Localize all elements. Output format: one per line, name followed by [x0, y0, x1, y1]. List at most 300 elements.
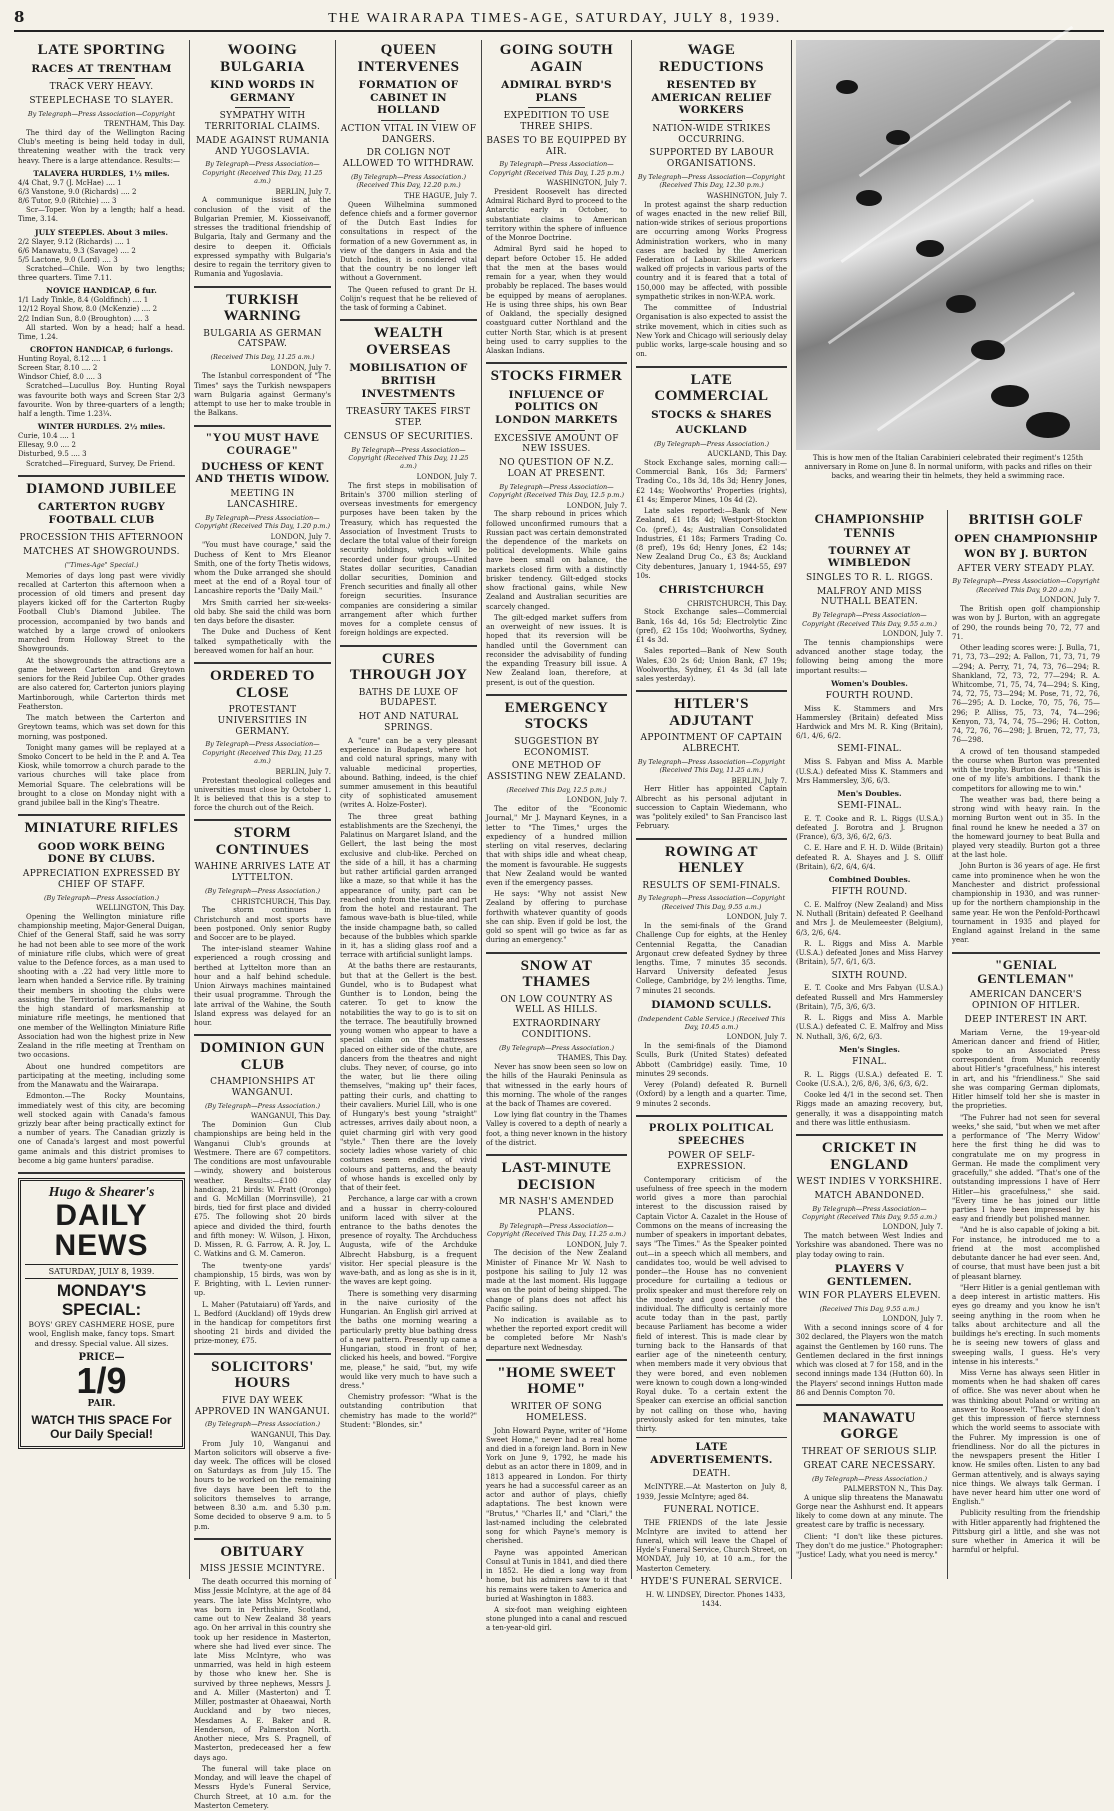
article-queen-intervenes: [340, 42, 477, 321]
subhead: CENSUS OF SECURITIES.: [343, 431, 474, 442]
dateline: LONDON, July 7.: [726, 1033, 787, 1042]
subhead: ON LOW COUNTRY AS WELL AS HILLS.: [500, 994, 613, 1016]
article-late-sporting: [18, 42, 185, 477]
subhead: AUCKLAND: [675, 424, 748, 437]
paragraph: Client: "I don't like these pictures. They don't do me justice." Photographer: "Justice! Lady, what you need is mercy.": [796, 1532, 943, 1560]
ad-price-label: PRICE—: [78, 1351, 125, 1363]
subhead: ADMIRAL BYRD'S PLANS: [501, 79, 612, 104]
result-line: Hunting Royal, 8.12 .... 1: [18, 355, 108, 364]
paragraph: The three great bathing establishments are the Szechenyi, the Palatinus on Margaret Island, and the Gellert, the last being the most exclusive and club-like. Perched on the side of a hill, it has a charming but rather artificial garden arranged like a maze, so that while it has the appearance of unity, part can be reached only from the inside and part from the hotel and restaurant. The famous wave-bath is blue-tiled, while the inside champagne bath, so called because of the bubbles which sparkle in it, has a sliding glass roof and a terrace with artificial sunlight lamps.: [340, 812, 477, 960]
paragraph: A unique slip threatens the Manawatu Gorge near the Ashhurst end. It appears likely to come down at any minute. The greatest care by traffic is necessary.: [796, 1493, 943, 1530]
subhead: WEST INDIES V YORKSHIRE.: [796, 1177, 943, 1188]
paragraph: In the semi-finals of the Diamond Sculls, Burk (United States) defeated Abbott (Cambridge) easily. Time, 10 minutes 29 seconds.: [636, 1042, 787, 1078]
article-genial-gentleman: [952, 958, 1100, 1556]
headline: MINIATURE RIFLES: [24, 820, 179, 837]
funeral-notice: THE FRIENDS of the late Jessie McIntyre are invited to attend her funeral, which will leave the Chapel of Hyde's Funeral Service, Church Street, on MONDAY, July 10, at 10 a.m., for the Masterton Cemetery.: [636, 1518, 788, 1573]
paragraph: The gilt-edged market suffers from an overweight of new issues. It is hoped that its reversion will be handled until the Government can reconsider the advisability of funding the expanding Treasury bill issue. A New Zealand loan, therefore, at present, is out of the question.: [486, 613, 627, 687]
byline: By Telegraph—Press Association—Copyright (Received This Day, 9.20 a.m.): [952, 577, 1100, 594]
subhead: BASES TO BE EQUIPPED BY AIR.: [486, 135, 627, 157]
paragraph: Publicity resulting from the friendship with Hitler apparently had frightened the Pittsburg girl a little, and she was not sure whether in America it will be harmful or helpful.: [952, 1509, 1100, 1555]
result: C. E. Hare and F. H. D. Wilde (Britain) defeated R. A. Shayes and J. S. Olliff (Britain), 6/2, 6/4, 6/4.: [796, 844, 943, 871]
paragraph: From July 10, Wanganui and Marton solicitors will observe a five-day week. The offices will be closed on Saturdays as from July 15. The hours to be worked on the remaining five days have been left to the solicitors themselves to arrange, between 8.30 a.m. and 5.30 p.m. Some decided to observe 9 a.m. to 5 p.m.: [194, 1439, 331, 1531]
paragraph: The match between the Carterton and Greytown teams, which was set down for this morning, was postponed.: [18, 714, 185, 741]
paragraph: Mrs Smith carried her six-weeks-old baby. She said the child was born ten days before the disaster.: [194, 598, 331, 626]
round-title: SEMI-FINAL.: [837, 744, 902, 755]
headline: STORM CONTINUES: [215, 825, 310, 858]
article-obituary: [194, 1544, 331, 1811]
byline: (Received This Day, 9.55 a.m.): [819, 1304, 920, 1313]
result-line: 5/5 Lactone, 9.0 (Lord) .... 3: [18, 255, 118, 264]
subhead: INFLUENCE OF POLITICS ON LONDON MARKETS: [495, 388, 618, 426]
subhead: RESULTS OF SEMI-FINALS.: [642, 880, 781, 891]
dateline: THAMES, This Day.: [557, 1054, 627, 1063]
byline: (By Telegraph—Press Association.): [205, 1101, 320, 1110]
subhead: MR NASH'S AMENDED PLANS.: [498, 1197, 614, 1218]
dateline: WASHINGTON, July 7.: [546, 179, 627, 188]
ad-pair: PAIR.: [87, 1398, 116, 1409]
headline: "YOU MUST HAVE COURAGE": [205, 429, 320, 457]
subhead: FORMATION OF CABINET IN HOLLAND: [358, 79, 459, 117]
subhead: SUPPORTED BY LABOUR ORGANISATIONS.: [649, 148, 774, 170]
paragraph: The funeral will take place on Monday, and will leave the chapel of Messrs Hyde's Funeral Service, Church Street, at 10 a.m. for the Masterton Cemetery.: [194, 1764, 331, 1810]
result-line: 6/3 Vanstone, 9.0 (Richards) .... 2: [18, 187, 137, 196]
dateline: WANGANUI, This Day.: [250, 1112, 331, 1121]
paragraph: The Dominion Gun Club championships are being held in the Wanganui Club's grounds at Westmere. There are 67 competitors. The conditions are most unfavourable—windy, showery and boisterous weather. Results:—£100 clay handicap, 21 birds: W. Pratt (Orongo) and G. McMillan (Morrinsville), 21 birds, tied for first place and divided £75. The following shot 20 birds apiece and divided the third, fourth and fifth money: W. Wilson, J. Hixon, D. Missen, R. G. Farrow, A. R. Joy, L. C. Watkins and G. M. Cameron.: [194, 1121, 331, 1259]
paragraph: The decision of the New Zealand Minister of Finance Mr W. Nash to postpone his sailing to July 12 was made at the last moment. His luggage was on the point of being shipped. The change of plans does not affect his Pacific sailing.: [486, 1249, 627, 1313]
race-title: TALAVERA HURDLES, 1½ miles.: [33, 168, 170, 178]
headline: CHAMPIONSHIP TENNIS: [814, 511, 925, 541]
headline: "HOME SWEET HOME": [497, 1364, 616, 1398]
article-wealth-overseas: [340, 325, 477, 646]
subhead: POWER OF SELF-EXPRESSION.: [667, 1151, 756, 1172]
headline: LAST-MINUTE DECISION: [501, 1160, 612, 1193]
subhead: GOOD WORK BEING DONE BY CLUBS.: [37, 840, 166, 866]
byline: By Telegraph—Press Association—Copyright (Received This Day, 12.30 p.m.): [637, 172, 786, 190]
paragraph: "And he is also capable of joking a bit. For instance, he introduced me to a friend at the most accomplished debutante dancer he had ever seen. And, of course, that must have been just a bit of pleasant blarney.: [952, 1226, 1100, 1281]
paragraph: All started. Won by a head; half a head. Time, 1.24.: [18, 323, 185, 341]
section-title: Women's Doubles.: [831, 678, 908, 688]
headline: LATE COMMERCIAL: [654, 371, 769, 405]
result-line: Ellesay, 9.0 .... 2: [18, 441, 76, 450]
article-cures-through-joy: [340, 651, 477, 1431]
dateline: BERLIN, July 7.: [275, 767, 331, 776]
result: Miss K. Stammers and Mrs Hammersley (Britain) defeated Miss Hardwick and Mrs M. R. King (Britain), 6/1, 4/6, 6/2.: [796, 704, 943, 741]
headline: STOCKS FIRMER: [490, 368, 623, 385]
paragraph: Low lying flat country in the Thames Valley is covered to a depth of nearly a foot, a thing never known in the history of the district.: [486, 1111, 627, 1147]
byline: (By Telegraph—Press Association.): [654, 439, 769, 448]
subhead: CHRISTCHURCH: [658, 584, 765, 596]
subhead: DIAMOND SCULLS.: [651, 998, 772, 1011]
paragraph: The sharp rebound in prices which followed unconfirmed rumours that a Russian pact was certain demonstrated the dependence of the markets on political developments. While gains have been small on balance, the markets closed firm with a distinctly brisker tendency. Gilt-edged stocks show fractional gains, while New Zealand and Australian securities are scarcely changed.: [486, 510, 627, 611]
paragraph: Protestant theological colleges and universities must close by October 1. It is believed that this is a step to force the church out of the Reich.: [194, 776, 331, 813]
dateline: LONDON, July 7.: [270, 363, 331, 372]
column-2: [190, 40, 336, 1810]
paragraph: The committee of Industrial Organisation is also expected to assist the strike movement, which in cities such as New York and Chicago will seriously delay public works, large-scale housing and so on.: [636, 304, 788, 359]
paragraph: Scratched—Fireguard, Survey, De Friend.: [26, 459, 176, 468]
paragraph: Herr Hitler has appointed Captain Albrecht as his personal adjutant in succession to Captain Wiedemann, who was "politely exiled" to San Francisco last February.: [636, 785, 787, 831]
result: C. E. Malfroy (New Zealand) and Miss N. Nuthall (Britain) defeated P. Geelhand and Mrs J. de Meulemeester (Belgium), 6/3, 2/6, 6/4.: [796, 900, 943, 937]
column-3: [336, 40, 482, 1579]
headline: QUEEN INTERVENES: [357, 42, 460, 75]
article-british-golf: [952, 512, 1100, 954]
page-number: 8: [14, 8, 26, 26]
byline: By Telegraph—Press Association—Copyright (Received This Day, 1.20 p.m.): [194, 513, 331, 531]
subhead: DUCHESS OF KENT AND THETIS WIDOW.: [195, 460, 330, 486]
subhead: PROTESTANT UNIVERSITIES IN GERMANY.: [217, 705, 308, 737]
headline: OBITUARY: [220, 1543, 305, 1560]
paragraph: At the baths there are restaurants, but that at the Gellert is the best. Gundel, who is to Budapest what Gunther is to London, being the caterer. To get to know the notabilities the way to go is to sit on the terrace. The beautifully browned young women who appear to have a special claim on the mattresses placed on either side of the chute, are dancers from the theatres and night clubs. They never, of course, go into the water, but lie there oiling themselves, "making up" their faces, patting their curls, and chatting to their cavaliers. Muriel Lill, who is one of Hungary's best young "straight" actresses, arrives daily about noon, a quiet charming girl with very good "style." Then there are the lovely society ladies whose variety of chic costumes seem endless, of vivid colours and patterns, and the beauty of whose hands is excelled only by that of their feet.: [340, 962, 477, 1193]
paragraph: Late sales reported:—Bank of New Zealand, £1 18s 4d; Westport-Stockton Co. (pref.), 4s; Australian Consolidated Industries, £1 18s; Farmers Trading Co. (8 pref), 19s 6d; Henry Jones, £2 14s; New Zealand Drug Co., £3 8s; Auckland City debentures, January 1, 1944-55, £97 10s.: [636, 507, 787, 580]
subhead: MOBILISATION OF BRITISH INVESTMENTS: [349, 362, 468, 400]
paragraph: The twenty-one yards' championship, 15 birds, was won by F. Brighting, with L. Levien runner-up.: [194, 1261, 331, 1298]
dateline: LONDON, July 7.: [566, 501, 627, 510]
paragraph: The storm continues in Christchurch and most sports have been postponed. Only senior Rugby and Soccer are to be played.: [194, 906, 331, 942]
subhead: CHAMPIONSHIPS AT WANGANUI.: [210, 1077, 315, 1099]
result: R. L. Riggs and Miss A. Marble (U.S.A.) defeated C. E. Malfroy and Miss N. Nuthall, 3/6, 6/2, 6/3.: [796, 1014, 943, 1041]
race-title: JULY STEEPLES. About 3 miles.: [35, 227, 168, 237]
article-home-sweet-home: [486, 1365, 627, 1634]
subhead: NO QUESTION OF N.Z. LOAN AT PRESENT.: [499, 458, 614, 479]
article-snow-at-thames: [486, 958, 627, 1156]
result: E. T. Cooke and Mrs Fabyan (U.S.A.) defeated Russell and Mrs Hammersley (Britain), 7/5, 3/6, 6/3.: [796, 984, 943, 1011]
round-title: FIFTH ROUND.: [831, 887, 908, 898]
dateline: WANGANUI, This Day.: [250, 1430, 331, 1439]
late-ads-heading: LATE ADVERTISEMENTS.: [636, 1437, 787, 1466]
subhead: RESENTED BY AMERICAN RELIEF WORKERS: [651, 79, 772, 117]
paragraph: Never has snow been seen so low on the hills of the Hauraki Peninsula as that witnessed in the early hours of this morning. The whole of the ranges at the back of Thames are covered.: [486, 1063, 627, 1108]
byline: (Received This Day, 11.25 a.m.): [210, 353, 315, 362]
subhead: APPRECIATION EXPRESSED BY CHIEF OF STAFF.: [22, 869, 181, 890]
byline: By Telegraph—Press Association—Copyright (Received This Day, 11.25 a.m.): [202, 740, 323, 766]
paragraph: The death occurred this morning of Miss Jessie McIntyre, at the age of 84 years. The late Miss McIntyre, who was born in Perthshire, Scotland, came out to New Zealand 38 years ago. On her arrival in this country she took up her residence in Masterton, where she had lived ever since. The late Miss McIntyre, who was unmarried, was held in high esteem by those who knew her. She is survived by three nephews, Messrs J. and A. Miller (Masterton) and T. Miller, postmaster at Ohaeawai, North Auckland and by two nieces, Mesdames A. E. Baker and R. Henderson, of Palmerston North. Another niece, Mrs S. Pragnell, of Masterton, predeceased her a few days ago.: [194, 1578, 331, 1762]
paragraph: Tonight many games will be replayed at a Smoko Concert to be held in the P. and A. Tea Kiosk, while tomorrow a church parade to the various churches will take place from Memorial Square. The celebrations will be brought to a close on Monday night with a grand jubilee ball in the King's Theatre.: [18, 743, 185, 808]
paragraph: Miss Verne has always seen Hitler in moments when he had shaken off cares of office. She was never about when he was thinking about Poland or writing an answer to Roosevelt. "That's why I don't get this impression of fierce sternness which the world seems to associate with the Fuhrer. My impression is one of friendliness. Nor do all the pictures in the newspapers present the Hitler I know. He smiles often. Listen to any bad German attentively, and is always saying nice things. We always talk German. I have never heard him utter one word of English.": [952, 1368, 1100, 1507]
funeral-director: H. W. LINDSEY, Director. Phones 1433, 1434.: [645, 1590, 786, 1608]
column-7: [948, 510, 1104, 1579]
column-5: [632, 40, 792, 1608]
result-line: 2/2 Slayer, 9.12 (Richards) .... 1: [18, 237, 131, 246]
ad-date: SATURDAY, JULY 8, 1939.: [25, 1264, 178, 1279]
funeral-service: HYDE'S FUNERAL SERVICE.: [640, 1576, 783, 1587]
paragraph: A six-foot man weighing eighteen stone plunged into a canal and rescued a ten-year-old girl.: [486, 1605, 627, 1633]
paragraph: Scratched—Lucullus Boy. Hunting Royal was favourite both ways and Screen Star 2/3 favourite. Won by three-quarters of a length; half a length. Time 1.23¼.: [18, 382, 185, 419]
result-line: 2/2 Indian Sun, 8.0 (Broughton) .... 3: [18, 314, 150, 323]
paragraph: Contemporary criticism of the usefulness of free speech in the modern world gives a more than parochial interest to the discussion raised by Captain Victor A. Cazalet in the House of Commons on the means of increasing the number of speakers in important debates, says "The Times." As the Speaker pointed out—in a speech which all members, and candidates too, would be well advised to ponder—the House has no convenient procedure for curtailing a tedious or prolix speaker and must therefore rely on the modesty and good sense of the individual. The difficulty is certainly more acute today than in the past, partly because Parliament has become a wider field of interest. This is made clear by turning back to the Hansards of that earlier age of the nineteenth century, when members made it very obvious that they were bored, and even noblemen were known to cough down a long-winded Royal duke. To a certain extent the Speaker can exercise an official sanction by not calling on those who, having previously asked for ten minutes, take thirty.: [636, 1175, 787, 1434]
dateline: LONDON, July 7.: [566, 796, 627, 805]
subhead: SUGGESTION BY ECONOMIST.: [514, 736, 599, 758]
dateline: TRENTHAM, This Day.: [104, 120, 185, 129]
paragraph: Scratched—Chile. Won by two lengths; three quarters. Time 7.11.: [18, 264, 185, 283]
headline: SNOW AT THAMES: [520, 957, 593, 991]
round-title: FINAL.: [852, 1056, 887, 1067]
article-gun-club: [194, 1040, 331, 1354]
subhead: PLAYERS V GENTLEMEN.: [827, 1262, 912, 1288]
result-line: Curie, 10.4 .... 1: [18, 432, 76, 441]
paragraph: The first steps in mobilisation of Britain's 3700 million sterling of overseas investments for emergency purposes have been taken by the Treasury, which has requested the Association of Investment Trusts to declare the total value of their foreign security holdings, which will be recorded under four groups—United States dollar securities, Canadian dollar securities, Dominion and French securities and finally all other foreign securities. Insurance companies are considering a similar arrangement after which further moves for a complete census of foreign holdings are expected.: [340, 481, 477, 638]
headline: WOOING BULGARIA: [220, 42, 305, 75]
paragraph: Payne was appointed American Consul at Tunis in 1841, and died there in 1852. He died a long way from home, but his admirers saw to it that his remains were taken to America and buried at Washington in 1883.: [486, 1548, 627, 1603]
article-stocks-firmer: [486, 368, 627, 696]
dateline: LONDON, July 7.: [882, 1315, 943, 1324]
subhead: DEEP INTEREST IN ART.: [964, 1014, 1088, 1025]
result-line: Screen Star, 8.10 .... 2: [18, 364, 98, 373]
subhead: SINGLES TO R. L. RIGGS.: [805, 572, 934, 583]
paragraph: Stock Exchange sales, morning call:—Commercial Bank, 16s 3d; Farmers' Trading Co., 18s 3d, 18s 3d; Henry Jones, £2 14s; Woolworths' Properties (rights), £1 4s; Emperor Mines, 10s 4d (2).: [636, 458, 787, 504]
race-title: CROFTON HANDICAP, 6 furlongs.: [30, 345, 173, 355]
headline: BRITISH GOLF: [968, 512, 1084, 528]
byline: (By Telegraph—Press Association.): [205, 1420, 320, 1429]
article-last-minute-decision: [486, 1160, 627, 1361]
result-line: 4/4 Chat, 9.7 (J. McHae) .... 1: [18, 178, 122, 187]
article-courage: [194, 431, 331, 665]
paragraph: About one hundred competitors are participating at the meeting, including some from the Manawatu and the Wairarapa.: [18, 1062, 185, 1090]
subhead: MISS JESSIE MCINTYRE.: [199, 1564, 326, 1575]
byline: (Independent Cable Service.) (Received This Day, 10.45 a.m.): [637, 1014, 786, 1031]
subhead: CARTERTON RUGBY FOOTBALL CLUB: [37, 501, 166, 526]
byline: (Received This Day, 12.5 p.m.): [506, 785, 607, 794]
byline: (By Telegraph—Press Association.): [499, 1043, 614, 1052]
article-championship-tennis: [796, 512, 943, 1136]
dateline: WASHINGTON, July 7.: [706, 191, 787, 200]
article-wooing-bulgaria: [194, 42, 331, 288]
subhead: BATHS DE LUXE OF BUDAPEST.: [358, 687, 459, 709]
result-line: 1/1 Lady Tinkle, 8.4 (Goldfinch) .... 1: [18, 296, 149, 305]
paragraph: In protest against the sharp reduction of wages enacted in the new relief Bill, nation-wide strikes of serious proportions are occurring among Works Progress Administration workers, who in many cases are backed by the American Federation of Labour. Skilled workers walked off projects in various parts of the country and it is feared that a total of 150,000 may be affected, with possible sympathetic strikes in non-W.P.A. work.: [636, 200, 787, 301]
ad-price: 1/9: [76, 1359, 127, 1401]
paragraph: Admiral Byrd said he hoped to depart before October 15. He added that the men at the bases would remain for a year, when they would probably be replaced. The bases would be equipped by means of aeroplanes. He is using three ships, his own Bear of Oakland, the specially designed coastguard cutter Northland and the cutter North Star, which is at present being used to carry supplies to the Alaskan Indians.: [486, 245, 627, 355]
subhead: TRACK VERY HEAVY.: [49, 82, 154, 93]
subhead: THREAT OF SERIOUS SLIP.: [801, 1446, 938, 1457]
section-title: Men's Doubles.: [837, 788, 902, 798]
ad-text: BOYS' GREY CASHMERE HOSE, pure wool, English make, fancy tops. Smart and dressy. Special value. All sizes.: [28, 1319, 175, 1349]
paragraph: "You must have courage," said the Duchess of Kent to Mrs Eleanor Smith, one of the forty Thetis widows, whom the Duke arranged she should meet at the end of a Royal tour of Lancashire reports the "Daily Mail.": [194, 541, 331, 596]
columns: [14, 40, 1104, 1810]
byline: By Telegraph—Press Association—Copyright (Received This Day, 1.25 p.m.): [488, 160, 625, 177]
paragraph: Memories of days long past were vividly recalled at Carterton this afternoon when a procession of old timers and present day players kicked off for the Carterton Rugby Football Club's Diamond Jubilee. The procession, accompanied by two bands and watched by a large crowd of onlookers marched from Holloway Street to the Showgrounds.: [18, 571, 185, 654]
byline: By Telegraph—Press Association—Copyright (Received This Day, 11.25 a.m.): [348, 445, 469, 471]
byline: By Telegraph—Press Association—Copyright (Received This Day, 11.25 a.m.): [487, 1221, 626, 1239]
subhead: FIVE DAY WEEK APPROVED IN WANGANUI.: [194, 1395, 331, 1417]
paragraph: The Duke and Duchess of Kent talked sympathetically with the bereaved women for half an hour.: [194, 628, 331, 655]
headline: CURES THROUGH JOY: [349, 650, 468, 684]
ad-brand: Hugo & Shearer's: [48, 1185, 155, 1201]
dateline: BERLIN, July 7.: [275, 187, 331, 196]
masthead: [14, 8, 1104, 32]
headline: CRICKET IN ENGLAND: [821, 1140, 918, 1173]
photo-caption: This is how men of the Italian Carabinieri celebrated their regiment's 125th anniversary in Rome on June 8. In normal uniform, with packs and rifles on their backs, and wearing their tin helmets, they held a swimming race.: [804, 454, 1092, 481]
paragraph: Scr—Toper. Won by a length; half a head. Time, 3.14.: [18, 206, 185, 224]
dateline: LONDON, July 7.: [726, 913, 787, 922]
paragraph: Verey (Poland) defeated R. Burnell (Oxford) by a length and a quarter. Time, 9 minutes 2 seconds.: [636, 1081, 787, 1108]
paragraph: The inter-island steamer Wahine experienced a rough crossing and berthed at Lyttelton more than an hour and a half behind schedule. Union Airways machines maintained their usual programme. Through the late arrival of the Wahine, the South Island express was delayed for an hour.: [194, 945, 331, 1028]
subhead: DR COLIGN NOT ALLOWED TO WITHDRAW.: [342, 148, 475, 170]
subhead: ONE METHOD OF ASSISTING NEW ZEALAND.: [487, 761, 626, 783]
subhead: EXPEDITION TO USE THREE SHIPS.: [503, 111, 610, 132]
paragraph: The Queen refused to grant Dr H. Colijn's request that he be relieved of the task of forming a Cabinet.: [340, 285, 477, 313]
paragraph: Stock Exchange sales—Commercial Bank, 16s 4d, 16s 5d; Electrolytic Zinc (pref), £2 15s 10d; Woolworths, Sydney, £1 4s 3d.: [636, 608, 787, 645]
article-going-south: [486, 42, 627, 364]
masthead-title: THE WAIRARAPA TIMES-AGE, SATURDAY, JULY 8, 1939.: [328, 11, 782, 26]
subhead: EXCESSIVE AMOUNT OF NEW ISSUES.: [494, 433, 619, 455]
ad-title: DAILY NEWS: [54, 1199, 149, 1263]
article-hitlers-adjutant: [636, 696, 787, 839]
headline: GOING SOUTH AGAIN: [499, 42, 614, 75]
headline: "GENIAL GENTLEMAN": [977, 956, 1075, 986]
byline: By Telegraph—Press Association—Copyright: [27, 109, 176, 118]
subhead: MATCHES AT SHOWGROUNDS.: [23, 547, 180, 558]
headline: ROWING AT HENLEY: [665, 843, 758, 877]
headline: WAGE REDUCTIONS: [658, 42, 765, 75]
article-ordered-to-close: [194, 668, 331, 821]
subhead: TOURNEY AT WIMBLEDON: [827, 544, 912, 570]
byline: By Telegraph—Press Association—Copyright (Received This Day, 9.55 a.m.): [637, 894, 786, 911]
paragraph: Edmonton.—The Rocky Mountains, immediately west of this city, are becoming well stocked again with Canada's famous grizzly bear after being practically extinct for a number of years. The Canadian grizzly is one of Canada's largest and most powerful game animals and this district promises to become a big game hunters' paradise.: [18, 1092, 185, 1165]
byline: (By Telegraph—Press Association.): [205, 887, 320, 896]
subhead: NATION-WIDE STRIKES OCCURRING.: [652, 123, 771, 145]
dateline: LONDON, July 7.: [270, 532, 331, 541]
advertisement-daily-news: [18, 1178, 185, 1448]
subhead: MALFROY AND MISS NUTHALL BEATEN.: [816, 586, 923, 608]
paragraph: Other leading scores were: J. Bulla, 71, 71, 73, 73—292; A. Fallon, 71, 73, 71, 79—294; A. Perry, 71, 74, 73, 76—294; R. Shankland, 72, 73, 72, 77—294; R. A. Whitcombe, 71, 75, 74, 74—294; S. King, 74, 72, 75, 73—294; M. Pose, 71, 72, 76, 76—295; A. D. Locke, 70, 75, 76, 75—296; P. Alliss, 75, 73, 74, 74—296; Kenyon, 73, 74, 74, 75—296; H. Cotton, 74, 72, 76, 76—298; J. Bruen, 72, 77, 73, 76—298.: [952, 644, 1100, 745]
subhead: TREASURY TAKES FIRST STEP.: [346, 407, 471, 428]
paragraph: Perchance, a large car with a crown and a hussar in cherry-coloured uniform laced with silver at the entrance to the baths denotes the presence of royalty. The Archduchess Augusta, wife of the Archduke Albrecht Habsburg, is a frequent visitor. Her special pleasure is the wave-bath, and as long as she is in it, the waves are kept going.: [340, 1195, 477, 1287]
article-prolix-speeches: [636, 1121, 787, 1609]
subhead: AFTER VERY STEADY PLAY.: [957, 563, 1095, 574]
column-4: [482, 40, 632, 1633]
dateline: LONDON, July 7.: [1039, 596, 1100, 605]
section-title: Men's Singles.: [838, 1044, 901, 1054]
dateline: LONDON, July 7.: [566, 1240, 627, 1249]
byline: By Telegraph—Press Association—Copyright (Received This Day, 11.25 a.m.): [637, 757, 786, 775]
article-miniature-rifles: [18, 820, 185, 1174]
byline: By Telegraph—Press Association—Copyright (Received This Day, 9.55 a.m.): [802, 611, 937, 628]
subhead: STEEPLECHASE TO SLAYER.: [29, 95, 174, 106]
subhead: AMERICAN DANCER'S OPINION OF HITLER.: [969, 990, 1083, 1011]
paragraph: The third day of the Wellington Racing Club's meeting is being held today in dull, threatening weather with the track very heavy. There is a large attendance. Results:—: [18, 128, 185, 165]
headline: PROLIX POLITICAL SPEECHES: [648, 1119, 775, 1147]
article-turkish-warning: [194, 292, 331, 427]
result: R. L. Riggs and Miss A. Marble (U.S.A.) defeated Jones and Miss Harvey (Britain), 5/7, 6/1, 6/3.: [796, 939, 943, 967]
subhead: WIN FOR PLAYERS ELEVEN.: [798, 1291, 941, 1302]
headline: MANAWATU GORGE: [823, 1409, 916, 1443]
paragraph: A communique issued at the conclusion of the visit of the Bulgarian Premier, M. Kiosseivanoff, stresses the traditional friendship of Bulgaria, Italy and Germany and the desire to deepen it. Officials expressed sympathy with Bulgaria's desire to regain the territory given to Rumania and Yugoslavia.: [194, 196, 331, 279]
paragraph: He says: "Why not assist New Zealand by offering to purchase forthwith whatever quantity of goods she can ship. Even if gold be lost, the gold so spent will go twice as far as during an emergency.": [486, 890, 627, 945]
subhead: WRITER OF SONG HOMELESS.: [510, 1401, 603, 1423]
subhead: BULGARIA AS GERMAN CATSPAW.: [203, 328, 322, 350]
paragraph: L. Maher (Patutaiaru) off Yards, and L. Bedford (Auckland) off 19yds drew in the handicap for competitors first shooting 21 birds and divided the prize-money, £75.: [194, 1300, 331, 1346]
subhead: PROCESSION THIS AFTERNOON: [19, 533, 184, 544]
race-title: NOVICE HANDICAP, 6 fur.: [46, 286, 157, 296]
result-line: 12/12 Royal Show, 8.0 (McKenzie) .... 2: [18, 305, 158, 314]
paragraph: The Istanbul correspondent of "The Times" says the Turkish newspapers warn Bulgaria against Germany's attempt to use her to make trouble in the Balkans.: [194, 372, 331, 418]
headline: DIAMOND JUBILEE: [26, 480, 177, 497]
article-cricket-in-england: [796, 1140, 943, 1406]
paragraph: There is something very disarming in the naive curiosity of the Hungarian. An English girl arrived at the baths one morning wearing a particularly pretty blue bathing dress of a new pattern. Presently up came a Hungarian, stood in front of her, clicked his heels, and bowed. "Forgive me, please," he said, "but, my wife would like very much to have such a dress.": [340, 1289, 477, 1390]
paragraph: "Herr Hitler is a genial gentleman with a deep interest in artistic matters. His eyes go dreamy and you know he isn't seeing anything in the room when he talks about architecture and all the buildings he's erecting. In such moments he is seeing new towers of glass and sweeping walls, I guess. He's very intense in his interests.": [952, 1283, 1100, 1366]
paragraph: President Roosevelt has directed Admiral Richard Byrd to proceed to the Antarctic early in October, to substantiate claims to American territory within the sphere of influence of the Monroe Doctrine.: [486, 188, 627, 243]
paragraph: John Burton is 36 years of age. He first came into prominence when he won the Manchester and district professional championship in 1930, and was runner-up for the northern championship in the same year. He won the Penfold-Porthcawl tournament in 1935 and played for England against Ireland in the same year.: [952, 862, 1100, 945]
subhead: MEETING IN LANCASHIRE.: [227, 489, 298, 510]
subhead: KIND WORDS IN GERMANY: [210, 79, 315, 104]
byline: (By Telegraph—Press Association.): [812, 1474, 927, 1483]
subhead: HOT AND NATURAL SPRINGS.: [358, 712, 459, 734]
paragraph: Opening the Wellington miniature rifle championship meeting, Major-General Duigan, Chief of the General Staff, said he was sorry he had not been able to see more of the work of miniature rifle clubs, which were of great value to the Defence forces, as a man used to shooting with a .22 had very little more to learn when handed a Service rifle. By training their members in shooting the clubs were assisting the Territorial forces. Referring to the high standard of marksmanship at miniature rifle meetings, he mentioned that one member of the Wellington Miniature Rifle Association had won the highest prize in New Zealand in the rifle meeting at Trentham on two occasions.: [18, 912, 185, 1060]
article-emergency-stocks: [486, 700, 627, 954]
result: E. T. Cooke and R. L. Riggs (U.S.A.) defeated J. Borotra and J. Brugnon (France), 6/3, 3/6, 6/2, 6/3.: [796, 814, 943, 842]
byline: ("Times-Age" Special.): [64, 561, 139, 570]
paragraph: Chemistry professor: "What is the outstanding contribution that chemistry has made to the world?" Student: "Blondes, sir.": [340, 1393, 477, 1429]
paragraph: The match between West Indies and Yorkshire was abandoned. There was no play today owing to rain.: [796, 1232, 943, 1259]
headline: HITLER'S ADJUTANT: [669, 696, 754, 729]
ad-special: MONDAY'S SPECIAL:: [56, 1281, 147, 1319]
column-6: [792, 510, 948, 1579]
paragraph: A "cure" can be a very pleasant experience in Budapest, where hot and cold natural springs, many with valuable medicinal properties, abound. Bathing, indeed, is the chief summer amusement in this beautiful city of sophisticated amusement (writes A. Holze-Foster).: [340, 736, 477, 810]
paragraph: Mariam Verne, the 19-year-old American dancer and friend of Hitler, spoke to an Associated Press correspondent from Munich recently about Hitler's "gracefulness," his interest in art, and his "friendliness." She said she was comparing German diplomats, Hitler himself told her she is master in the proprieties.: [952, 1028, 1100, 1111]
column-1: [14, 40, 190, 1579]
funeral-heading: FUNERAL NOTICE.: [663, 1504, 760, 1515]
dateline: CHRISTCHURCH, This Day.: [231, 897, 331, 906]
byline: (By Telegraph—Press Association.) (Received This Day, 12.20 p.m.): [351, 172, 466, 190]
paragraph: Sales reported—Bank of New South Wales, £30 2s 6d; Union Bank, £7 19s; Woolworths, Sydney, £1 4s 3d (all late sales yesterday).: [636, 647, 787, 683]
headline: WEALTH OVERSEAS: [366, 325, 451, 358]
subhead: STOCKS & SHARES: [651, 408, 772, 421]
headline: LATE SPORTING: [37, 42, 166, 58]
subhead: WAHINE ARRIVES LATE AT LYTTELTON.: [194, 862, 331, 884]
subhead: RACES AT TRENTHAM: [31, 62, 172, 75]
dateline: THE HAGUE, July 7.: [404, 191, 477, 200]
dateline: CHRISTCHURCH, This Day.: [687, 599, 787, 608]
section-title: Combined Doubles.: [828, 875, 911, 885]
byline: By Telegraph—Press Association—Copyright (Received This Day, 12.5 p.m.): [488, 482, 625, 500]
byline: (By Telegraph—Press Association.): [44, 893, 159, 902]
dateline: BERLIN, July 7.: [731, 776, 787, 785]
article-rowing-at-henley: [636, 844, 787, 1117]
round-title: FOURTH ROUND.: [825, 690, 914, 701]
article-manawatu-gorge: [796, 1410, 943, 1560]
ad-watch: WATCH THIS SPACE For Our Daily Special!: [31, 1412, 172, 1442]
subhead: APPOINTMENT OF CAPTAIN ALBRECHT.: [640, 733, 783, 755]
headline: ORDERED TO CLOSE: [210, 668, 315, 701]
death-heading: DEATH.: [692, 1469, 731, 1480]
dateline: PALMERSTON N., This Day.: [843, 1485, 943, 1494]
byline: By Telegraph—Press Association—Copyright (Received This Day, 11.25 a.m.): [202, 160, 323, 186]
dateline: WELLINGTON, This Day.: [96, 904, 185, 913]
subhead: ACTION VITAL IN VIEW OF DANGERS.: [340, 123, 477, 145]
race-title: WINTER HURDLES. 2½ miles.: [37, 422, 166, 432]
subhead: MADE AGAINST RUMANIA AND YUGOSLAVIA.: [195, 135, 329, 157]
paragraph: The tennis championships were advanced another stage today, the following being among the more important results:—: [796, 638, 943, 675]
paragraph: With a second innings score of 4 for 302 declared, the Players won the match against the Gentlemen by 160 runs. The Gentlemen declared in the first innings which was closed at 7 for 158, and in the second innings made 134 (Hutton 60). In the Players' second innings Hutton made 86 and Dennis Compton 70.: [796, 1324, 943, 1397]
round-title: SIXTH ROUND.: [831, 970, 908, 981]
dateline: LONDON, July 7.: [882, 630, 943, 639]
photo-swimming-race: [796, 40, 1100, 450]
article-solicitors-hours: [194, 1359, 331, 1540]
subhead: EXTRAORDINARY CONDITIONS.: [512, 1019, 601, 1041]
subhead: MATCH ABANDONED.: [814, 1190, 925, 1201]
headline: DOMINION GUN CLUB: [200, 1040, 325, 1073]
headline: EMERGENCY STOCKS: [504, 699, 609, 733]
result-line: Windsor Chief, 8.0 .... 3: [18, 373, 102, 382]
byline: By Telegraph—Press Association—Copyright (Received This Day, 9.55 a.m.): [802, 1204, 937, 1222]
paragraph: The weather was bad, there being a strong wind with heavy rain. In the morning Burton went out in 35. In the final round he knew he needed a 37 on the homeward journey to beat Bulla and played very steadily. Burton got a three at the last hole.: [952, 795, 1100, 860]
paragraph: No indication is available as to whether the reported export credit will be completed before Mr Nash's departure next Wednesday.: [486, 1316, 627, 1352]
result-line: 6/6 Manawatu, 9.3 (Savage) .... 2: [18, 246, 136, 255]
paragraph: John Howard Payne, writer of "Home Sweet Home," never had a real home and died in a foreign land. Born in New York on June 9, 1792, he made his debut as an actor there in 1809, and in 1813 appeared in London. For thirty years he had a successful career as an actor and author of plays, chiefly adaptations. The best known were "Brutus," "Charles II," and "Clari," the last-named including the celebrated song for which Payne's memory is cherished.: [486, 1426, 627, 1546]
article-wage-reductions: [636, 42, 787, 368]
round-title: SEMI-FINAL.: [837, 800, 902, 811]
subhead: SYMPATHY WITH TERRITORIAL CLAIMS.: [204, 111, 321, 132]
subhead: GREAT CARE NECESSARY.: [803, 1460, 936, 1471]
